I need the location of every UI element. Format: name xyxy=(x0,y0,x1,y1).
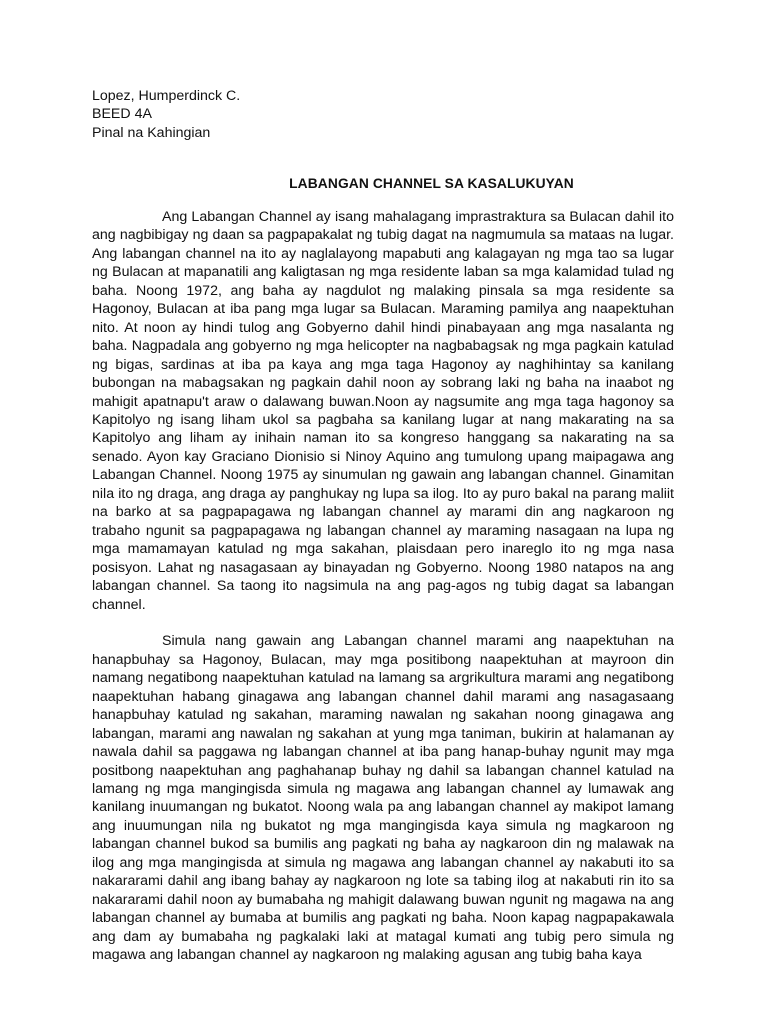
document-header xyxy=(92,87,240,142)
paragraph: Ang Labangan Channel ay isang mahalagang imprastraktura sa Bulacan dahil ito ang nagbibigay ng daan sa pagpapakalat ng tubig dagat na nagmumula sa mataas na lugar. Ang labangan channel na ito ay naglalayong mapabuti ang kalagayan ng mga tao sa lugar ng Bulacan at mapanatili ang kaligtasan ng mga residente laban sa mga kalamidad tulad ng baha. Noong 1972, ang baha ay nagdulot ng malaking pinsala sa mga residente sa Hagonoy, Bulacan at iba pang mga lugar sa Bulacan. Maraming pamilya ang naapektuhan nito. At noon ay hindi tulog ang Gobyerno dahil hindi pinabayaan ang mga nasalanta ng baha. Nagpadala ang gobyerno ng mga helicopter na nagbabagsak ng mga pagkain katulad ng bigas, sardinas at iba pa kaya ang mga taga Hagonoy ay naghihintay sa kanilang bubongan na mabagsakan ng pagkain dahil noon ay sobrang laki ng baha na inaabot ng mahigit apatnapu't araw o dalawang buwan.Noon ay nagsumite ang mga taga hagonoy sa Kapitolyo ng isang liham ukol sa pagbaha sa kanilang lugar at nang makarating na sa Kapitolyo ang liham ay inihain naman ito sa kongreso hanggang sa nakarating na sa senado. Ayon kay Graciano Dionisio si Ninoy Aquino ang tumulong upang maipagawa ang Labangan Channel. Noong 1975 ay sinumulan ng gawain ang labangan channel. Ginamitan nila ito ng draga, ang draga ay panghukay ng lupa sa ilog. Ito ay puro bakal na parang maliit na barko at sa pagpapagawa ng labangan channel ay marami din ang nagkaroon ng trabaho ngunit sa pagpapagawa ng labangan channel ay maraming nasagaan na lupa ng mga mamamayan katulad ng mga sakahan, plaisdaan pero inareglo ito ng mga nasa posisyon. Lahat ng nasagasaan ay binayadan ng Gobyerno. Noong 1980 natapos na ang labangan channel. Sa taong ito nagsimula na ang pag-agos ng tubig dagat sa labangan channel. xyxy=(92,209,674,613)
paragraph: Simula nang gawain ang Labangan channel marami ang naapektuhan na hanapbuhay sa Hagonoy, Bulacan, may mga positibong naapektuhan at mayroon din namang negatibong naapektuhan katulad na lamang sa argrikultura marami ang negatibong naapektuhan habang ginagawa ang labangan channel dahil marami ang nasagasaang hanapbuhay katulad ng sakahan, maraming nawalan ng sakahan noong ginagawa ang labangan, marami ang nawalan ng sakahan at yung mga taniman, bukirin at halamanan ay nawala dahil sa paggawa ng labangan channel at iba pang hanap-buhay ngunit may mga positbong naapektuhan ang paghahanap buhay ng dahil sa labangan channel katulad na lamang ng mga mangingisda simula ng magawa ang labangan channel ay lumawak ang kanilang inuumangan ng bukatot. Noong wala pa ang labangan channel ay makipot lamang ang inuumungan nila ng bukatot ng mga mangingisda kaya simula ng magkaroon ng labangan channel bukod sa bumilis ang pagkati ng baha ay nagkaroon din ng malawak na ilog ang mga mangingisda at simula ng magawa ang labangan channel ay nakabuti ito sa nakararami dahil ang ibang bahay ay nagkaroon ng lote sa tabing ilog at nakabuti rin ito sa nakararami dahil noon ay bumabaha ng mahigit dalawang buwan ngunit ng magawa na ang labangan channel ay bumaba at bumilis ang pagkati ng baha. Noon kapag nagpapakawala ang dam ay bumabaha ng pagkalaki laki at matagal kumati ang tubig pero simula ng magawa ang labangan channel ay nagkaroon ng malaking agusan ang tubig baha kaya xyxy=(92,633,674,964)
document-title: LABANGAN CHANNEL SA KASALUKUYAN xyxy=(289,176,574,191)
document-body xyxy=(92,208,674,983)
author-name: Lopez, Humperdinck C. xyxy=(92,88,241,104)
course-section: BEED 4A xyxy=(92,106,152,123)
assignment-label: Pinal na Kahingian xyxy=(92,124,211,141)
